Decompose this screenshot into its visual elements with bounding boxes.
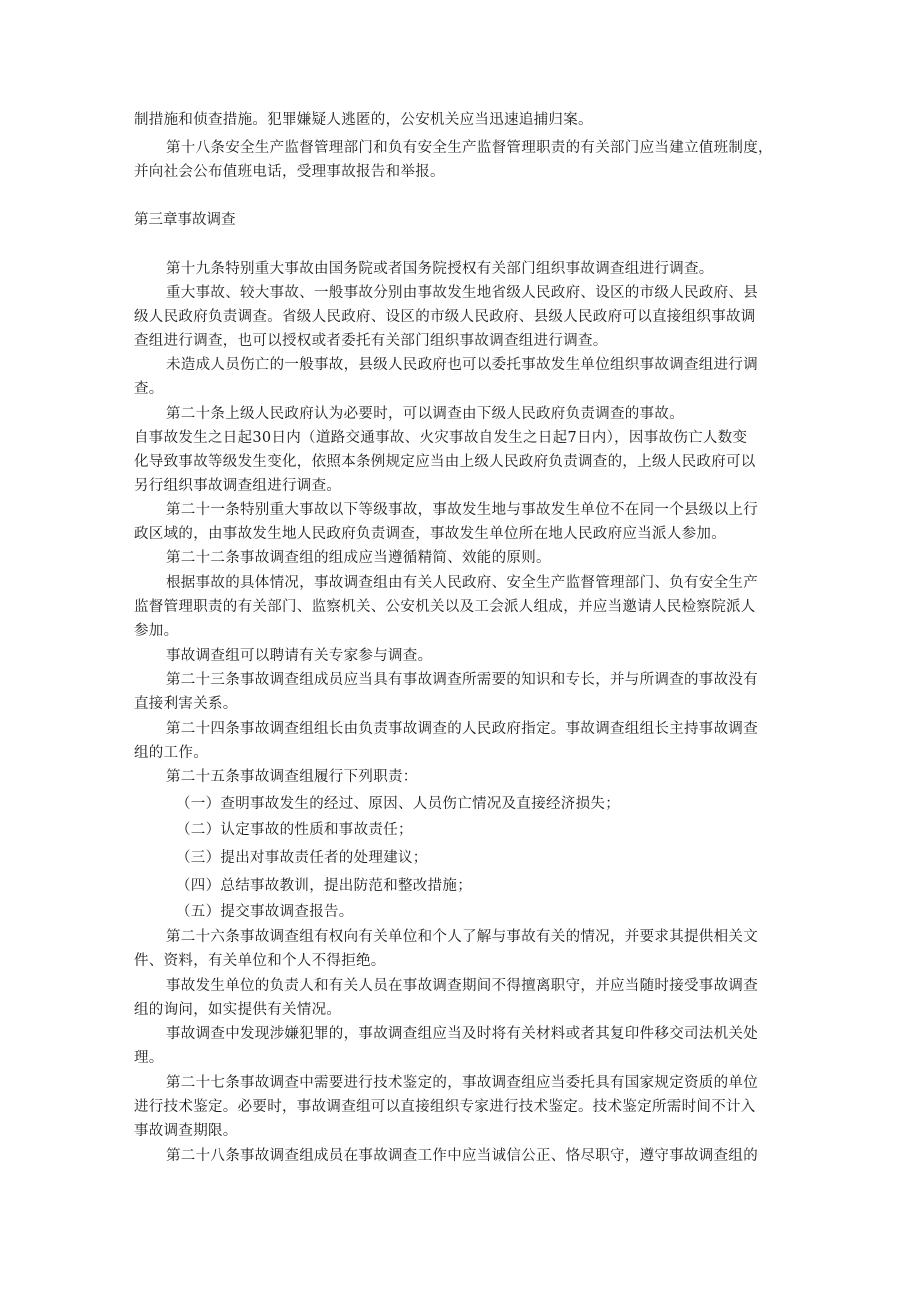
article-21-line-2: 政区域的，由事故发生地人民政府负责调查，事故发生单位所在地人民政府应当派人参加。 <box>134 526 726 542</box>
article-19-p1: 第十九条特别重大事故由国务院或者国务院授权有关部门组织事故调查组进行调查。 <box>166 261 714 277</box>
article-22-p3: 事故调查组可以聘请有关专家参与调查。 <box>166 648 433 664</box>
article-26-p1-line-2: 件、资料，有关单位和个人不得拒绝。 <box>134 953 386 969</box>
article-26-p3-line-1: 事故调查中发现涉嫌犯罪的，事故调查组应当及时将有关材料或者其复印件移交司法机关处 <box>166 1026 758 1042</box>
article-24-line-2: 组的工作。 <box>134 745 208 761</box>
article-25-item: （一）查明事故发生的经过、原因、人员伤亡情况及直接经济损失； <box>176 796 620 812</box>
article-20-p2-line-3: 另行组织事故调查组进行调查。 <box>134 478 342 494</box>
chapter-3-title: 第三章事故调查 <box>134 212 236 228</box>
article-22-p2-line-3: 参加。 <box>134 623 179 639</box>
article-25-item: （三）提出对事故责任者的处理建议； <box>176 850 428 866</box>
article-18-line-2: 并向社会公布值班电话，受理事故报告和举报。 <box>134 164 445 180</box>
article-20-p2-line-1: 自事故发生之日起30日内（道路交通事故、火灾事故自发生之日起7日内），因事故伤亡人数变 <box>134 430 748 446</box>
article-19-p3-line-1: 未造成人员伤亡的一般事故，县级人民政府也可以委托事故发生单位组织事故调查组进行调 <box>166 357 758 373</box>
article-26-p1-line-1: 第二十六条事故调查组有权向有关单位和个人了解与事故有关的情况，并要求其提供相关文 <box>166 929 758 945</box>
article-20-p2-line-2: 化导致事故等级发生变化，依照本条例规定应当由上级人民政府负责调查的，上级人民政府可以 <box>134 454 756 470</box>
article-22-p2-line-2: 监督管理职责的有关部门、监察机关、公安机关以及工会派人组成，并应当邀请人民检察院派人 <box>134 599 756 615</box>
article-23-line-1: 第二十三条事故调查组成员应当具有事故调查所需要的知识和专长，并与所调查的事故没有 <box>166 672 758 688</box>
article-19-p2-line-2: 级人民政府负责调查。省级人民政府、设区的市级人民政府、县级人民政府可以直接组织事故调 <box>134 309 756 325</box>
article-22-p1: 第二十二条事故调查组的组成应当遵循精简、效能的原则。 <box>166 550 551 566</box>
article-26-p2-line-2: 组的询问，如实提供有关情况。 <box>134 1002 342 1018</box>
article-24-line-1: 第二十四条事故调查组组长由负责事故调查的人民政府指定。事故调查组组长主持事故调查 <box>166 721 758 737</box>
article-27-line-3: 事故调查期限。 <box>134 1123 238 1139</box>
article-25-item: （四）总结事故教训，提出防范和整改措施； <box>176 878 472 894</box>
article-25-intro: 第二十五条事故调查组履行下列职责： <box>166 769 418 785</box>
article-19-p2-line-1: 重大事故、较大事故、一般事故分别由事故发生地省级人民政府、设区的市级人民政府、县 <box>166 285 758 301</box>
continuation-text: 制措施和侦查措施。犯罪嫌疑人逃匿的，公安机关应当迅速追捕归案。 <box>134 112 593 128</box>
article-20-p1: 第二十条上级人民政府认为必要时，可以调查由下级人民政府负责调查的事故。 <box>166 406 684 422</box>
article-27-line-1: 第二十七条事故调查中需要进行技术鉴定的，事故调查组应当委托具有国家规定资质的单位 <box>166 1075 758 1091</box>
article-26-p3-line-2: 理。 <box>134 1050 164 1066</box>
article-21-line-1: 第二十一条特别重大事故以下等级事故，事故发生地与事故发生单位不在同一个县级以上行 <box>166 502 758 518</box>
article-25-item: （二）认定事故的性质和事故责任； <box>176 822 413 838</box>
article-19-p2-line-3: 查组进行调查，也可以授权或者委托有关部门组织事故调查组进行调查。 <box>134 333 608 349</box>
article-19-p3-line-2: 查。 <box>134 381 164 397</box>
article-22-p2-line-1: 根据事故的具体情况，事故调查组由有关人民政府、安全生产监督管理部门、负有安全生产 <box>166 575 758 591</box>
article-27-line-2: 进行技术鉴定。必要时，事故调查组可以直接组织专家进行技术鉴定。技术鉴定所需时间不计入 <box>134 1099 756 1115</box>
article-23-line-2: 直接利害关系。 <box>134 696 238 712</box>
article-28-line-1: 第二十八条事故调查组成员在事故调查工作中应当诚信公正、恪尽职守，遵守事故调查组的 <box>166 1148 758 1164</box>
article-18-line-1: 第十八条安全生产监督管理部门和负有安全生产监督管理职责的有关部门应当建立值班制度， <box>166 140 773 156</box>
article-25-item: （五）提交事故调查报告。 <box>176 904 354 920</box>
article-26-p2-line-1: 事故发生单位的负责人和有关人员在事故调查期间不得擅离职守，并应当随时接受事故调查 <box>166 978 758 994</box>
